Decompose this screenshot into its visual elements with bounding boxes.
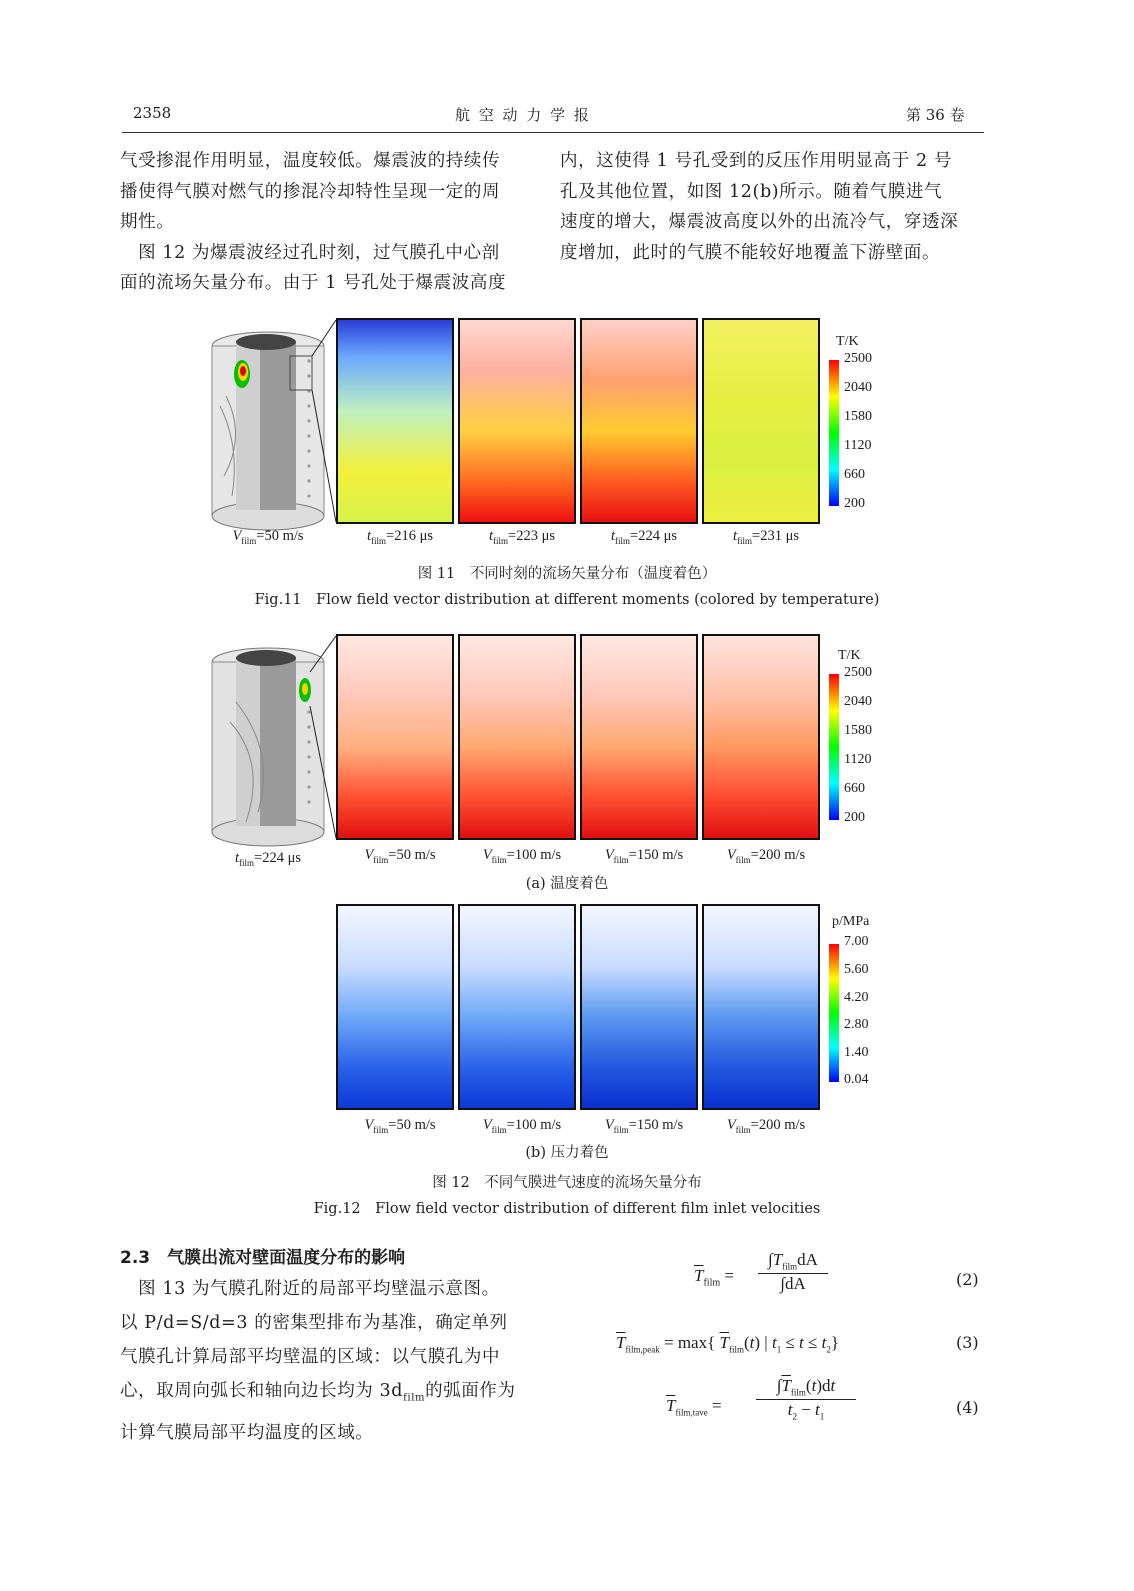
- fig12b-label-v2: $V_{film}=100$ m/s: [482, 1117, 562, 1135]
- section-heading: 2.3 气膜出流对壁面温度分布的影响: [120, 1248, 406, 1268]
- text-line: 图 13 为气膜孔附近的局部平均壁温示意图。: [120, 1279, 500, 1299]
- colorbar-tick: 1580: [844, 723, 872, 738]
- text-line: 播使得气膜对燃气的掺混冷却特性呈现一定的周: [120, 181, 501, 202]
- left-column: [120, 146, 524, 299]
- colorbar-tick: 5.60: [844, 962, 869, 977]
- page-number: 2358: [133, 104, 172, 122]
- text-line: 气膜孔计算局部平均壁温的区域：以气膜孔为中: [120, 1347, 501, 1367]
- fig11-label-t1: $t_{film}=216$ μs: [366, 528, 433, 546]
- fig11-panel-2: [458, 318, 576, 524]
- fig11-panel-3: [580, 318, 698, 524]
- colorbar-tick: 1120: [844, 438, 872, 453]
- fig12b-label-v4: $V_{film}=200$ m/s: [726, 1117, 806, 1135]
- fig12b-label-v1: $V_{film}=50$ m/s: [364, 1117, 436, 1135]
- section-text: [120, 1272, 524, 1450]
- fig12b-panel-1: [336, 904, 454, 1110]
- fig11-colorbar-title: T/K: [836, 334, 859, 349]
- equation-3-number: (3): [956, 1333, 979, 1352]
- fig12a-colorbar: [829, 674, 839, 820]
- fig11-label-velocity: $V_{film}=50$ m/s: [232, 528, 304, 546]
- colorbar-tick: 7.00: [844, 934, 869, 949]
- text-line: 孔及其他位置，如图 12(b)所示。随着气膜进气: [560, 181, 943, 202]
- equation-4-fraction: $\int\overline{T}_{film}(t)dt$ $t_2 - t_1$: [756, 1376, 856, 1422]
- text-line: 面的流场矢量分布。由于 1 号孔处于爆震波高度: [120, 273, 507, 293]
- colorbar-tick: 4.20: [844, 990, 869, 1005]
- fig12-caption-en: Fig.12 Flow field vector distribution of different film inlet velocities: [313, 1201, 821, 1217]
- fig11-colorbar: [829, 360, 839, 506]
- colorbar-tick: 2040: [844, 380, 872, 395]
- fig12b-panel-2: [458, 904, 576, 1110]
- fig11-panel-1: [336, 318, 454, 524]
- colorbar-tick: 200: [844, 810, 865, 825]
- right-column: [560, 146, 964, 268]
- colorbar-tick: 200: [844, 496, 865, 511]
- fig12a-panel-2: [458, 634, 576, 840]
- fig12b-subcaption: (b) 压力着色: [525, 1145, 609, 1161]
- equation-3: $\overline{T}_{film,peak} = \max${ $\overline{T}_{film}(t)$ | $t_1 \le t \le t_2$}: [616, 1333, 840, 1355]
- text-line: 内，这使得 1 号孔受到的反压作用明显高于 2 号: [560, 151, 953, 171]
- equation-2-number: (2): [956, 1270, 979, 1289]
- colorbar-tick: 2500: [844, 351, 872, 366]
- colorbar-tick: 0.04: [844, 1072, 869, 1087]
- combustor-model-fig11: [206, 316, 336, 532]
- fig12a-panel-3: [580, 634, 698, 840]
- header-rule: [122, 132, 984, 133]
- volume-label: 第 36 卷: [906, 106, 965, 124]
- fig12a-label-v1: $V_{film}=50$ m/s: [364, 847, 436, 865]
- fig11-panel-4: [702, 318, 820, 524]
- fig12-caption-cn: 图 12 不同气膜进气速度的流场矢量分布: [432, 1175, 702, 1191]
- fig12a-label-v4: $V_{film}=200$ m/s: [726, 847, 806, 865]
- equation-4-lhs: $\overline{T}_{film,tave}$ =: [666, 1396, 722, 1418]
- colorbar-tick: 2040: [844, 694, 872, 709]
- text-line: 气受掺混作用明显，温度较低。爆震波的持续传: [120, 151, 501, 171]
- colorbar-tick: 1580: [844, 409, 872, 424]
- fig12a-label-v3: $V_{film}=150$ m/s: [604, 847, 684, 865]
- journal-title: 航 空 动 力 学 报: [455, 106, 591, 124]
- equation-4-number: (4): [956, 1398, 979, 1417]
- colorbar-tick: 2500: [844, 665, 872, 680]
- fig11-label-t3: $t_{film}=224$ μs: [610, 528, 677, 546]
- equation-2-fraction: $\int T_{film}dA$ ∫dA: [758, 1250, 828, 1294]
- fig11-caption-en: Fig.11 Flow field vector distribution at different moments (colored by temperature): [254, 592, 880, 608]
- colorbar-tick: 1.40: [844, 1045, 869, 1060]
- fig12a-subcaption: (a) 温度着色: [525, 876, 609, 892]
- combustor-model-fig12: [206, 632, 336, 848]
- text-line: 度增加，此时的气膜不能较好地覆盖下游壁面。: [560, 242, 941, 263]
- fig12b-colorbar-title: p/MPa: [832, 914, 870, 929]
- colorbar-tick: 1120: [844, 752, 872, 767]
- fig12a-colorbar-title: T/K: [838, 648, 861, 663]
- fig11-caption-cn: 图 11 不同时刻的流场矢量分布（温度着色）: [417, 566, 717, 582]
- fig12a-panel-4: [702, 634, 820, 840]
- fig11-label-t2: $t_{film}=223$ μs: [488, 528, 555, 546]
- fig12b-panel-4: [702, 904, 820, 1110]
- colorbar-tick: 660: [844, 781, 865, 796]
- fig12b-colorbar: [829, 944, 839, 1082]
- fig11-label-t4: $t_{film}=231$ μs: [732, 528, 799, 546]
- text-line: 心，取周向弧长和轴向边长均为 $3d_{film}$的弧面作为: [120, 1381, 516, 1404]
- text-line: 图 12 为爆震波经过孔时刻，过气膜孔中心剖: [120, 242, 500, 263]
- colorbar-tick: 660: [844, 467, 865, 482]
- colorbar-tick: 2.80: [844, 1017, 869, 1032]
- fig12a-label-time: $t_{film}=224$ μs: [234, 850, 301, 868]
- text-line: 以 P/d=S/d=3 的密集型排布为基准，确定单列: [120, 1313, 508, 1333]
- text-line: 期性。: [120, 212, 175, 232]
- fig12b-label-v3: $V_{film}=150$ m/s: [604, 1117, 684, 1135]
- text-line: 速度的增大，爆震波高度以外的出流冷气，穿透深: [560, 212, 959, 232]
- text-line: 计算气膜局部平均温度的区域。: [120, 1422, 374, 1443]
- fig12b-panel-3: [580, 904, 698, 1110]
- equation-2-lhs: $\overline{T}_{film}$ =: [694, 1266, 734, 1289]
- fig12a-label-v2: $V_{film}=100$ m/s: [482, 847, 562, 865]
- fig12a-panel-1: [336, 634, 454, 840]
